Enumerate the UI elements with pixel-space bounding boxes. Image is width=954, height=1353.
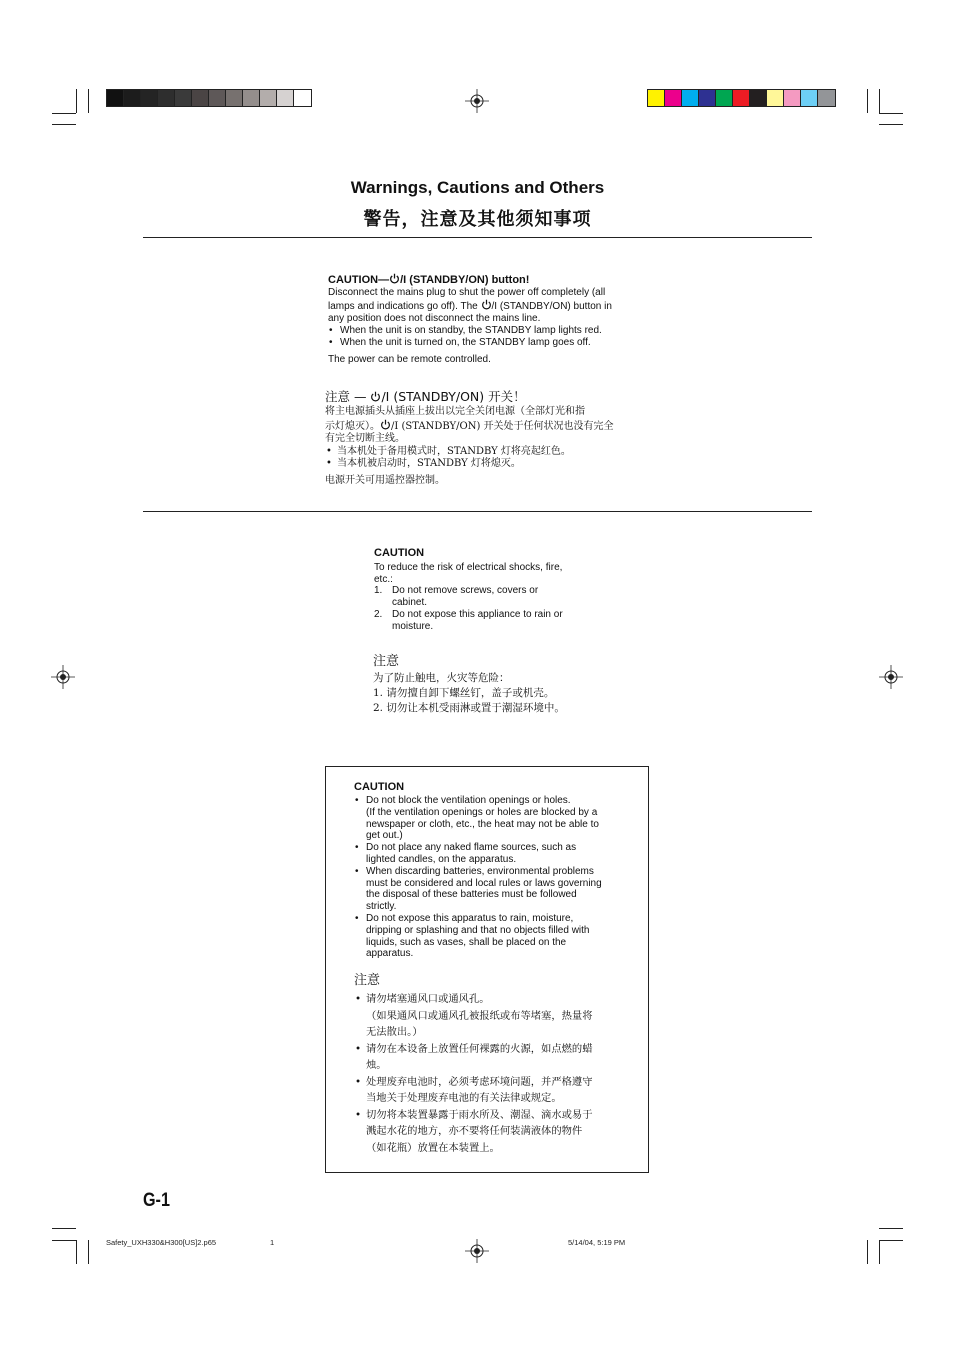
list-item-line: • 切勿将本装置暴露于雨水所及、潮湿、滴水或易于 [366, 1108, 593, 1121]
list-item: • When the unit is turned on, the STANDBY lamp goes off. [328, 337, 630, 349]
gray-swatch [175, 90, 192, 106]
list-item [354, 913, 626, 960]
list-item [354, 795, 626, 842]
list-item-line: • Do not block the ventilation openings or holes. [366, 795, 571, 806]
list-item-line: （如花瓶）放置在本装置上。 [366, 1141, 500, 1154]
list-item-line: 当地关于处理废弃电池的有关法律或规定。 [366, 1092, 562, 1104]
electrical-caution-section [374, 547, 584, 632]
power-icon [481, 299, 492, 310]
color-swatch [665, 90, 682, 106]
color-swatch [818, 90, 835, 106]
boxed-caution-list-chinese [354, 991, 630, 1156]
gray-swatch [260, 90, 277, 106]
list-item [354, 1041, 630, 1074]
list-item-line: • 请勿在本设备上放置任何裸露的火源，如点燃的蜡 [366, 1042, 593, 1055]
gray-swatch [124, 90, 141, 106]
boxed-caution [325, 766, 649, 1173]
list-item [354, 991, 630, 1041]
list-item-line: • Do not expose this apparatus to rain, moisture, [366, 912, 574, 924]
caution-intro-chinese: 为了防止触电，火灾等危险： [373, 672, 510, 684]
list-item-line: • Do not place any naked flame sources, such as [366, 842, 577, 854]
list-item [354, 1074, 630, 1107]
color-calibration-bar [647, 89, 836, 107]
list-item-line: liquids, such as vases, shall be placed on the [366, 936, 567, 948]
standby-paragraph-line: Disconnect the mains plug to shut the power off completely (all [328, 287, 606, 298]
power-icon [370, 391, 381, 402]
list-item-line: strictly. [366, 901, 397, 913]
boxed-caution-list [354, 795, 626, 960]
boxed-caution-heading: CAUTION [354, 781, 405, 793]
standby-caution-section-chinese [325, 389, 635, 487]
registration-mark-icon [465, 1239, 489, 1263]
registration-mark-icon [465, 89, 489, 113]
standby-caution-heading-chinese: 注意 — /I (STANDBY/ON) 开关！ [325, 389, 526, 404]
list-item: • When the unit is on standby, the STANDBY lamp lights red. [328, 325, 630, 337]
list-item-line: newspaper or cloth, etc., the heat may not be able to [366, 818, 599, 830]
gray-swatch [243, 90, 260, 106]
list-item-line: lighted candles, on the apparatus. [366, 853, 517, 865]
list-item-line: 烛。 [366, 1059, 387, 1071]
list-item-line: （如果通风口或通风孔被报纸或布等堵塞，热量将 [366, 1009, 593, 1022]
page-title-chinese: 警告，注意及其他须知事项 [363, 209, 592, 230]
power-icon [389, 273, 400, 284]
gray-swatch [277, 90, 294, 106]
divider [143, 237, 812, 238]
color-swatch [682, 90, 699, 106]
list-item [354, 842, 626, 866]
standby-paragraph-line: lamps and indications go off). The /I (STANDBY/ON) button in [328, 301, 612, 312]
footer-timestamp: 5/14/04, 5:19 PM [568, 1238, 626, 1247]
standby-paragraph-line-chinese: 示灯熄灭）。 /I (STANDBY/ON) 开关处于任何状况也没有完全 [325, 420, 614, 432]
caution-intro: To reduce the risk of electrical shocks, fire, [374, 562, 563, 573]
page-title: Warnings, Cautions and Others [350, 178, 605, 197]
list-item [354, 1107, 630, 1157]
electrical-caution-section-chinese [373, 654, 613, 716]
remote-note-chinese: 电源开关可用遥控器控制。 [325, 474, 445, 486]
color-swatch [750, 90, 767, 106]
list-item-line: dripping or splashing and that no objects filled with [366, 924, 590, 936]
list-item-line: 溅起水花的地方，亦不要将任何装满液体的物件 [366, 1125, 583, 1137]
list-item-line: apparatus. [366, 948, 414, 960]
gray-swatch [107, 90, 124, 106]
divider [143, 511, 812, 512]
boxed-caution-heading-chinese: 注意 [354, 973, 381, 988]
registration-mark-icon [51, 665, 75, 689]
list-item: • 当本机处于备用模式时，STANDBY 灯将亮起红色。 [325, 446, 635, 459]
standby-caution-heading: CAUTION— /I (STANDBY/ON) button! [328, 274, 530, 286]
list-item-line: • 请勿堵塞通风口或通风孔。 [366, 993, 490, 1005]
gray-swatch [226, 90, 243, 106]
list-item-line: must be considered and local rules or laws governing [366, 877, 602, 889]
standby-caution-section [328, 273, 630, 366]
gray-swatch [209, 90, 226, 106]
gray-swatch [158, 90, 175, 106]
footer-page: 1 [270, 1238, 275, 1247]
color-swatch [767, 90, 784, 106]
list-item [354, 866, 626, 913]
power-icon [380, 419, 391, 430]
caution-intro: etc.: [374, 573, 393, 585]
list-item: • 当本机被启动时，STANDBY 灯将熄灭。 [325, 458, 635, 471]
list-item-line: • When discarding batteries, environmental problems [366, 865, 594, 877]
color-swatch [716, 90, 733, 106]
list-item: 1. 请勿擅自卸下螺丝钉，盖子或机壳。 [373, 687, 555, 699]
color-swatch [801, 90, 818, 106]
gray-swatch [141, 90, 158, 106]
list-item: 2. 切勿让本机受雨淋或置于潮湿环境中。 [373, 702, 565, 714]
gray-swatch [192, 90, 209, 106]
list-item-line: 无法散出。） [366, 1026, 423, 1038]
remote-note: The power can be remote controlled. [328, 354, 491, 365]
standby-paragraph-line-chinese: 将主电源插头从插座上拔出以完全关闭电源（全部灯光和指 [325, 406, 585, 417]
list-item-line: • 处理废弃电池时，必须考虑环境问题，并严格遵守 [366, 1075, 593, 1088]
list-item: 2. Do not expose this appliance to rain or moisture. [374, 608, 563, 632]
color-swatch [733, 90, 750, 106]
list-item-line: get out.) [366, 830, 403, 842]
standby-paragraph-line: any position does not disconnect the mains line. [328, 313, 541, 324]
footer-filename: Safety_UXH330&H300[US]2.p65 [106, 1238, 217, 1247]
standby-paragraph-line-chinese: 有完全切断主线。 [325, 433, 405, 444]
color-swatch [699, 90, 716, 106]
registration-mark-icon [879, 665, 903, 689]
color-swatch [648, 90, 665, 106]
color-swatch [784, 90, 801, 106]
page-number: G-1 [143, 1190, 170, 1211]
list-item-line: the disposal of these batteries must be followed [366, 889, 577, 901]
caution-heading: CAUTION [374, 547, 425, 559]
gray-swatch [294, 90, 311, 106]
list-item: 1. Do not remove screws, covers or cabinet. [374, 585, 539, 609]
gray-calibration-bar [106, 89, 312, 107]
list-item-line: (If the ventilation openings or holes are blocked by a [366, 806, 598, 818]
caution-heading-chinese: 注意 [373, 654, 400, 669]
